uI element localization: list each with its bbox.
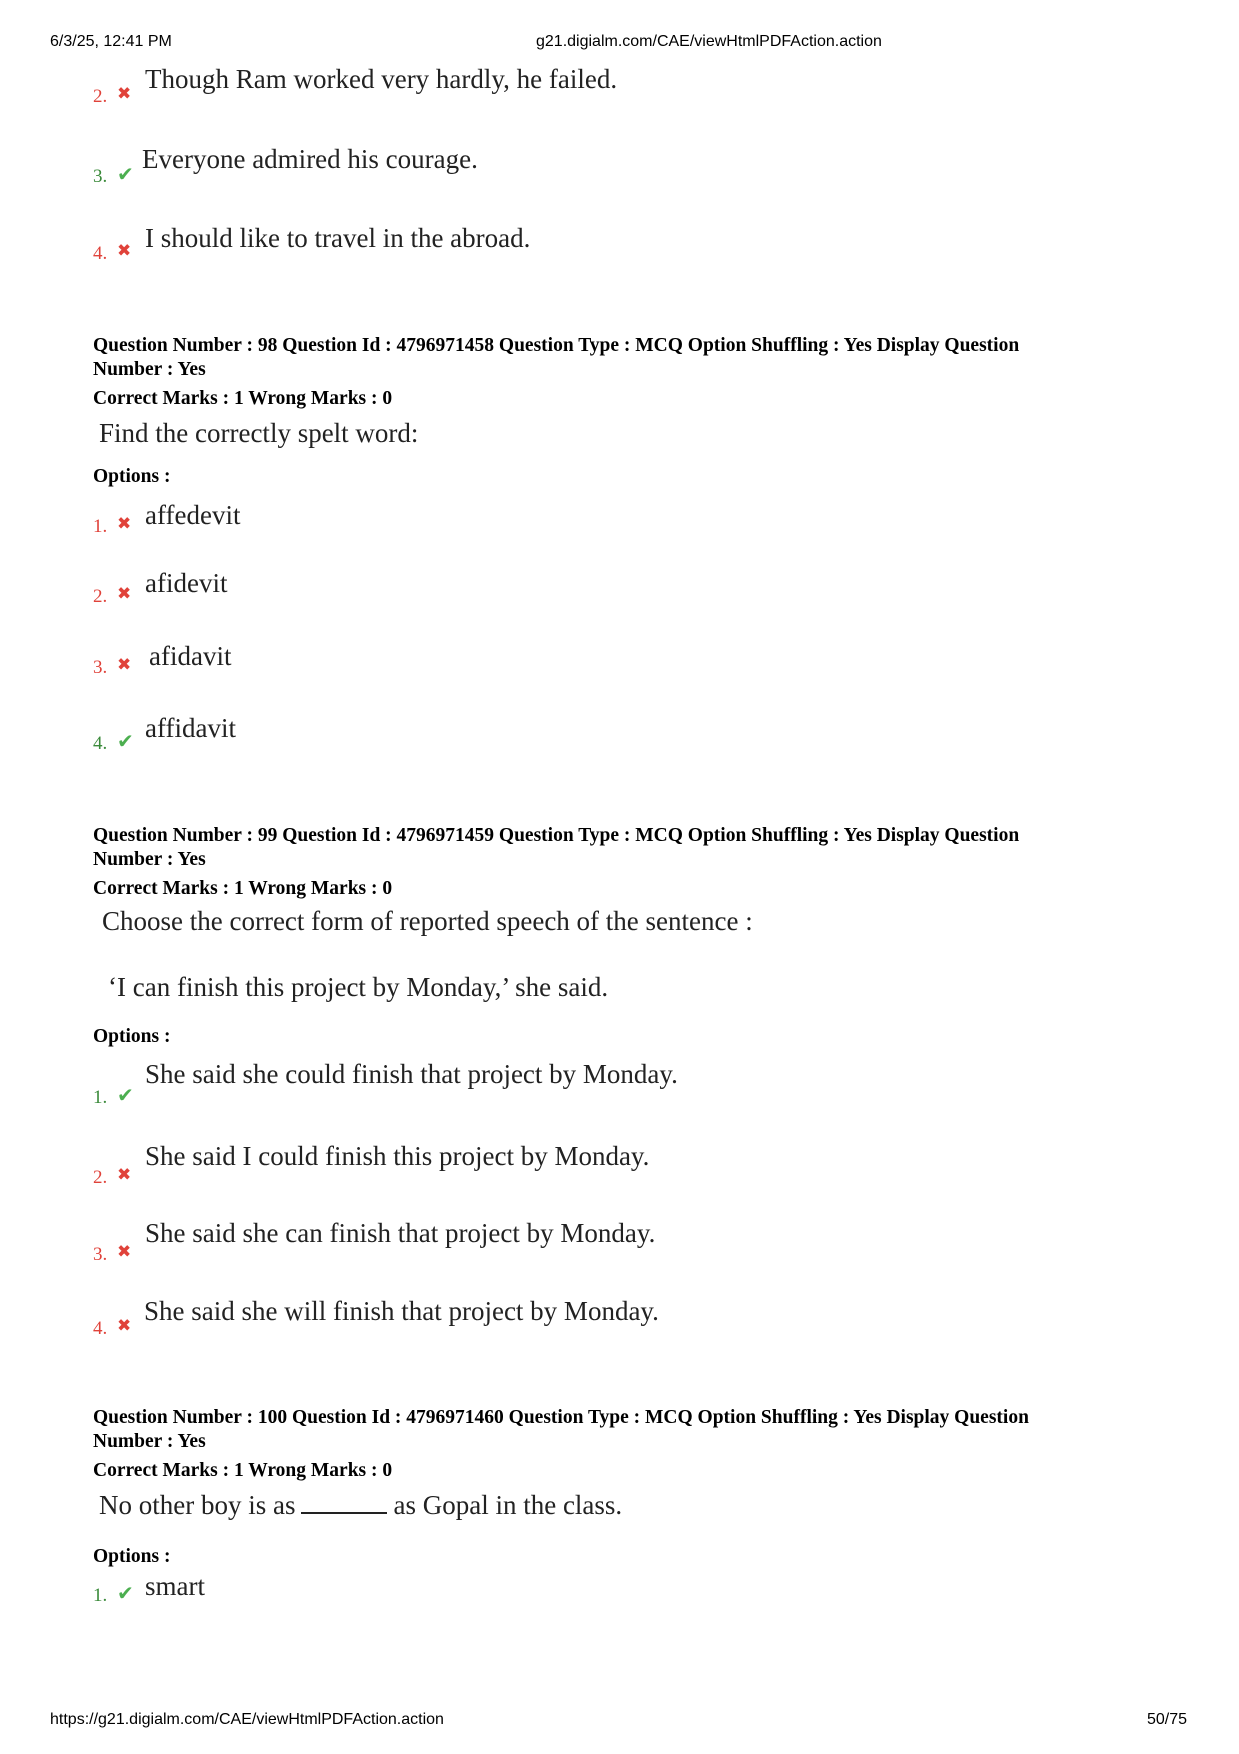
q98-meta-line2: Number : Yes — [93, 359, 206, 380]
q100-question — [99, 1490, 622, 1521]
q99-meta — [93, 824, 1153, 901]
q99-meta-line2: Number : Yes — [93, 849, 206, 870]
option-text: She said I could finish this project by Monday. — [145, 1141, 650, 1171]
wrong-icon: ✖ — [117, 1316, 132, 1336]
option-text: She said she could finish that project by Monday. — [145, 1059, 678, 1089]
option-number: 1. — [93, 516, 108, 537]
wrong-icon: ✖ — [117, 1165, 132, 1185]
option-number: 3. — [93, 657, 108, 678]
wrong-icon: ✖ — [117, 241, 132, 261]
option-text: smart — [145, 1571, 205, 1601]
q99-marks: Correct Marks : 1 Wrong Marks : 0 — [93, 878, 393, 899]
check-icon: ✔ — [117, 162, 134, 186]
option-number: 3. — [93, 166, 108, 187]
option-text: affidavit — [145, 713, 236, 743]
page-number: 50/75 — [1146, 1711, 1187, 1728]
footer-url: https://g21.digialm.com/CAE/viewHtmlPDFAction.action — [50, 1711, 444, 1728]
option-number: 3. — [93, 1244, 108, 1265]
option-text: I should like to travel in the abroad. — [145, 223, 531, 253]
option-number: 1. — [93, 1585, 108, 1606]
option-text: She said she will finish that project by Monday. — [144, 1296, 659, 1326]
option-text: She said she can finish that project by Monday. — [145, 1218, 656, 1248]
answer-blank — [301, 1494, 387, 1514]
q100-marks: Correct Marks : 1 Wrong Marks : 0 — [93, 1460, 393, 1481]
option-text: affedevit — [145, 500, 241, 530]
header-url: g21.digialm.com/CAE/viewHtmlPDFAction.action — [536, 33, 882, 50]
q99-question-line1: Choose the correct form of reported speech of the sentence : — [102, 906, 753, 936]
option-number: 2. — [93, 1167, 108, 1188]
option-text: afidevit — [145, 568, 228, 598]
q99-options-label: Options : — [93, 1026, 171, 1047]
q98-options-label: Options : — [93, 466, 171, 487]
q100-meta-line2: Number : Yes — [93, 1431, 206, 1452]
wrong-icon: ✖ — [117, 584, 132, 604]
option-number: 2. — [93, 586, 108, 607]
option-text: Everyone admired his courage. — [142, 144, 478, 174]
option-number: 1. — [93, 1087, 108, 1108]
q100-meta-line1: Question Number : 100 Question Id : 4796971460 Question Type : MCQ Option Shuffling : Yes Display Question — [93, 1407, 1029, 1428]
check-icon: ✔ — [117, 729, 134, 753]
option-text: afidavit — [149, 641, 232, 671]
option-number: 4. — [93, 1318, 108, 1339]
option-number: 4. — [93, 243, 108, 264]
header-datetime: 6/3/25, 12:41 PM — [50, 33, 172, 50]
q100-question-after: as Gopal in the class. — [393, 1490, 623, 1520]
q99-question-line2: ‘I can finish this project by Monday,’ she said. — [108, 972, 609, 1002]
q98-meta — [93, 334, 1153, 411]
q99-meta-line1: Question Number : 99 Question Id : 4796971459 Question Type : MCQ Option Shuffling : Yes Display Question — [93, 825, 1020, 846]
q100-question-before: No other boy is as — [99, 1490, 296, 1520]
option-number: 4. — [93, 733, 108, 754]
q98-question: Find the correctly spelt word: — [99, 418, 419, 448]
check-icon: ✔ — [117, 1581, 134, 1605]
wrong-icon: ✖ — [117, 1242, 132, 1262]
wrong-icon: ✖ — [117, 84, 132, 104]
check-icon: ✔ — [117, 1083, 134, 1107]
q100-options-label: Options : — [93, 1546, 171, 1567]
q98-marks: Correct Marks : 1 Wrong Marks : 0 — [93, 388, 393, 409]
wrong-icon: ✖ — [117, 655, 132, 675]
q100-meta — [93, 1406, 1153, 1483]
q98-meta-line1: Question Number : 98 Question Id : 4796971458 Question Type : MCQ Option Shuffling : Yes Display Question — [93, 335, 1020, 356]
option-text: Though Ram worked very hardly, he failed. — [145, 64, 618, 94]
wrong-icon: ✖ — [117, 514, 132, 534]
option-number: 2. — [93, 86, 108, 107]
